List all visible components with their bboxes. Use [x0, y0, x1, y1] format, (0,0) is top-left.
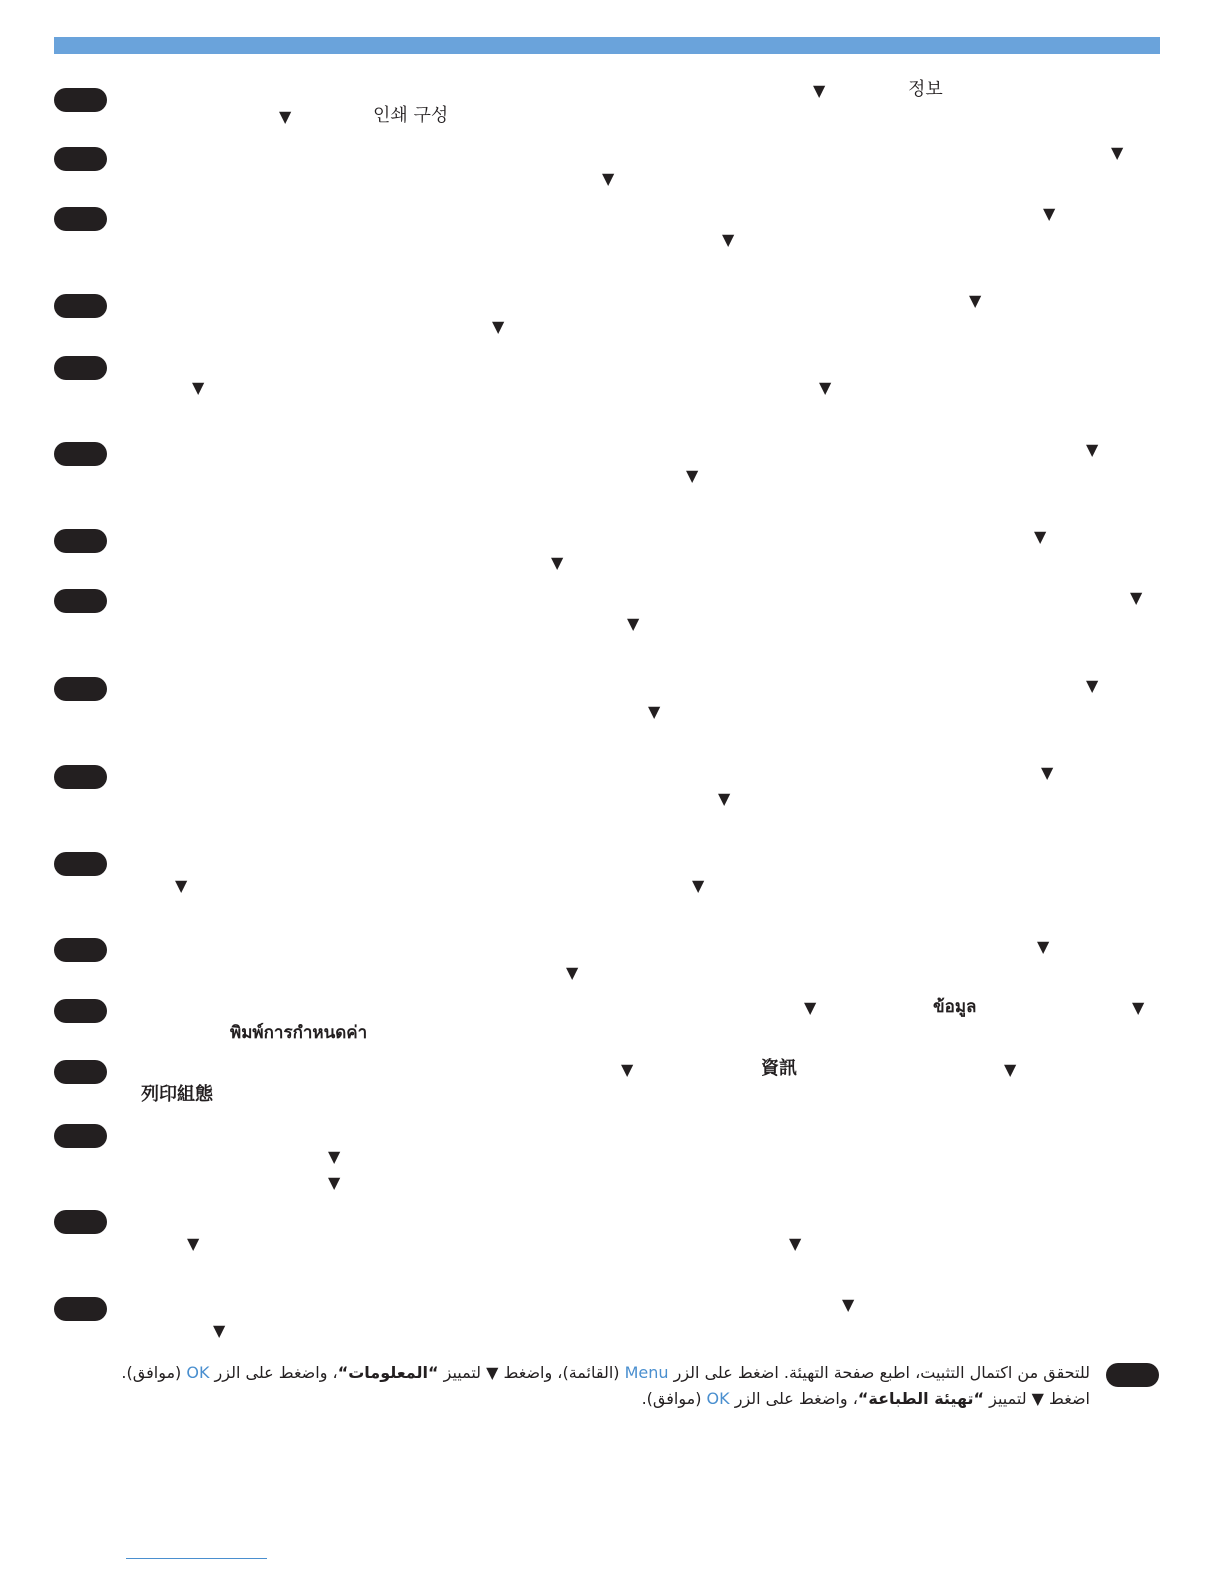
language-marker	[54, 442, 107, 466]
print-configuration-label: “تهيئة الطباعة“	[857, 1389, 985, 1408]
down-arrow-icon: ▼	[492, 317, 505, 336]
down-arrow-icon: ▼	[718, 789, 731, 808]
down-arrow-icon: ▼	[789, 1234, 802, 1253]
footer-rule	[126, 1558, 267, 1559]
language-marker	[54, 1297, 107, 1321]
down-arrow-icon: ▼	[1111, 143, 1124, 162]
language-marker	[54, 999, 107, 1023]
down-arrow-icon: ▼	[1043, 204, 1056, 223]
down-arrow-icon: ▼	[804, 998, 817, 1017]
arabic-instruction-line-1: للتحقق من اكتمال التثبيت، اطبع صفحة التهيئة. اضغط على الزر Menu (القائمة)، واضغط ▼ لتمييز “المعلومات“، واضغط على الزر OK (موافق).	[121, 1363, 1090, 1382]
down-arrow-icon: ▼	[213, 1321, 226, 1340]
language-marker	[54, 1124, 107, 1148]
menu-button-label: Menu	[624, 1363, 669, 1382]
down-arrow-icon: ▼	[813, 81, 826, 100]
down-arrow-icon: ▼	[621, 1060, 634, 1079]
down-arrow-icon: ▼	[1031, 1389, 1044, 1408]
thai-print-config-label: พิมพ์การกำหนดค่า	[230, 1023, 368, 1043]
language-marker	[54, 765, 107, 789]
language-marker	[54, 1210, 107, 1234]
down-arrow-icon: ▼	[1130, 588, 1143, 607]
down-arrow-icon: ▼	[486, 1363, 499, 1382]
down-arrow-icon: ▼	[1037, 937, 1050, 956]
language-marker	[54, 589, 107, 613]
language-marker-arabic	[1106, 1363, 1159, 1387]
down-arrow-icon: ▼	[1041, 763, 1054, 782]
down-arrow-icon: ▼	[175, 876, 188, 895]
language-marker	[54, 356, 107, 380]
ok-button-label: OK	[706, 1389, 730, 1408]
down-arrow-icon: ▼	[686, 466, 699, 485]
arabic-instruction-line-2: اضغط ▼ لتمييز “تهيئة الطباعة“، واضغط على الزر OK (موافق).	[641, 1389, 1090, 1408]
ok-button-label: OK	[186, 1363, 210, 1382]
information-menu-label: “المعلومات“	[337, 1363, 439, 1382]
down-arrow-icon: ▼	[187, 1234, 200, 1253]
down-arrow-icon: ▼	[192, 378, 205, 397]
down-arrow-icon: ▼	[1004, 1060, 1017, 1079]
language-marker	[54, 1060, 107, 1084]
down-arrow-icon: ▼	[566, 963, 579, 982]
down-arrow-icon: ▼	[279, 107, 292, 126]
chinese-info-label: 資訊	[761, 1058, 797, 1079]
language-marker	[54, 147, 107, 171]
down-arrow-icon: ▼	[328, 1147, 341, 1166]
down-arrow-icon: ▼	[627, 614, 640, 633]
down-arrow-icon: ▼	[1034, 527, 1047, 546]
down-arrow-icon: ▼	[551, 553, 564, 572]
down-arrow-icon: ▼	[1086, 440, 1099, 459]
language-marker	[54, 294, 107, 318]
down-arrow-icon: ▼	[842, 1295, 855, 1314]
down-arrow-icon: ▼	[648, 702, 661, 721]
down-arrow-icon: ▼	[692, 876, 705, 895]
chinese-print-config-label: 列印組態	[141, 1084, 213, 1105]
down-arrow-icon: ▼	[969, 291, 982, 310]
down-arrow-icon: ▼	[1086, 676, 1099, 695]
korean-info-label: 정보	[908, 79, 943, 100]
down-arrow-icon: ▼	[1132, 998, 1145, 1017]
language-marker	[54, 529, 107, 553]
language-marker	[54, 207, 107, 231]
korean-print-config-label: 인쇄 구성	[373, 105, 449, 126]
down-arrow-icon: ▼	[819, 378, 832, 397]
language-marker	[54, 677, 107, 701]
thai-info-label: ข้อมูล	[933, 997, 977, 1017]
language-marker	[54, 938, 107, 962]
down-arrow-icon: ▼	[722, 230, 735, 249]
down-arrow-icon: ▼	[328, 1173, 341, 1192]
header-bar	[54, 37, 1160, 54]
down-arrow-icon: ▼	[602, 169, 615, 188]
language-marker	[54, 852, 107, 876]
language-marker	[54, 88, 107, 112]
